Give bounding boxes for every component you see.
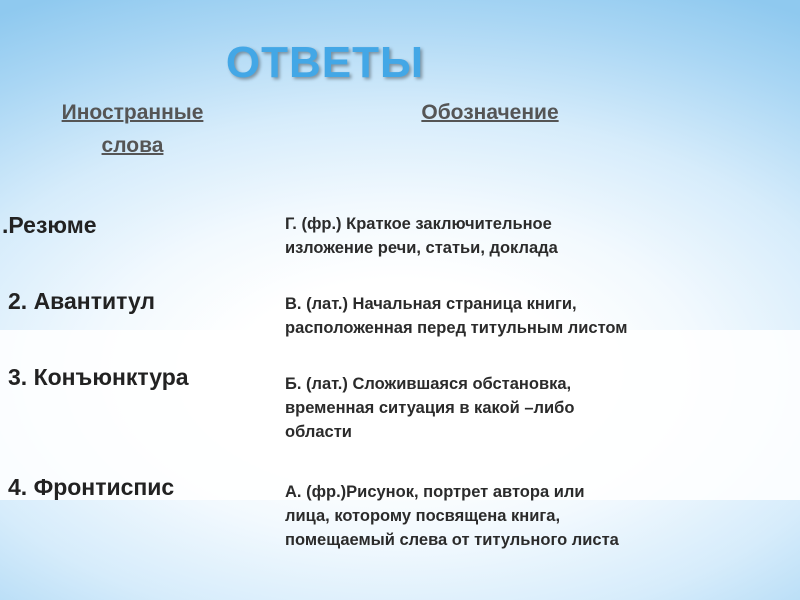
term-2: 2. Авантитул bbox=[8, 288, 156, 314]
column-header-meaning-text: Обозначение bbox=[421, 101, 559, 124]
definition-4-line1: А. (фр.)Рисунок, портрет автора или bbox=[285, 483, 585, 501]
definition-4 bbox=[285, 480, 765, 552]
column-header-foreign-words bbox=[25, 96, 240, 162]
definition-1 bbox=[285, 212, 765, 260]
definition-1-line1: Г. (фр.) Краткое заключительное bbox=[285, 215, 552, 233]
definition-3 bbox=[285, 372, 765, 444]
term-3: 3. Конъюнктура bbox=[8, 364, 189, 390]
column-header-foreign-words-line1: Иностранные bbox=[61, 101, 204, 124]
page-title: ОТВЕТЫ bbox=[225, 38, 425, 87]
definition-2-line2: расположенная перед титульным листом bbox=[285, 319, 628, 337]
column-header-meaning bbox=[380, 96, 600, 129]
definition-4-line3: помещаемый слева от титульного листа bbox=[285, 531, 619, 549]
definition-1-line2: изложение речи, статьи, доклада bbox=[285, 239, 558, 257]
definition-2 bbox=[285, 292, 765, 340]
definition-3-line2: временная ситуация в какой –либо bbox=[285, 399, 575, 417]
definition-4-line2: лица, которому посвящена книга, bbox=[285, 507, 561, 525]
definition-3-line1: Б. (лат.) Сложившаяся обстановка, bbox=[285, 375, 572, 393]
column-header-foreign-words-line2: слова bbox=[101, 134, 164, 157]
term-1: .Резюме bbox=[2, 212, 97, 238]
definition-2-line1: В. (лат.) Начальная страница книги, bbox=[285, 295, 577, 313]
term-4: 4. Фронтиспис bbox=[8, 474, 175, 500]
definition-3-line3: области bbox=[285, 423, 352, 441]
